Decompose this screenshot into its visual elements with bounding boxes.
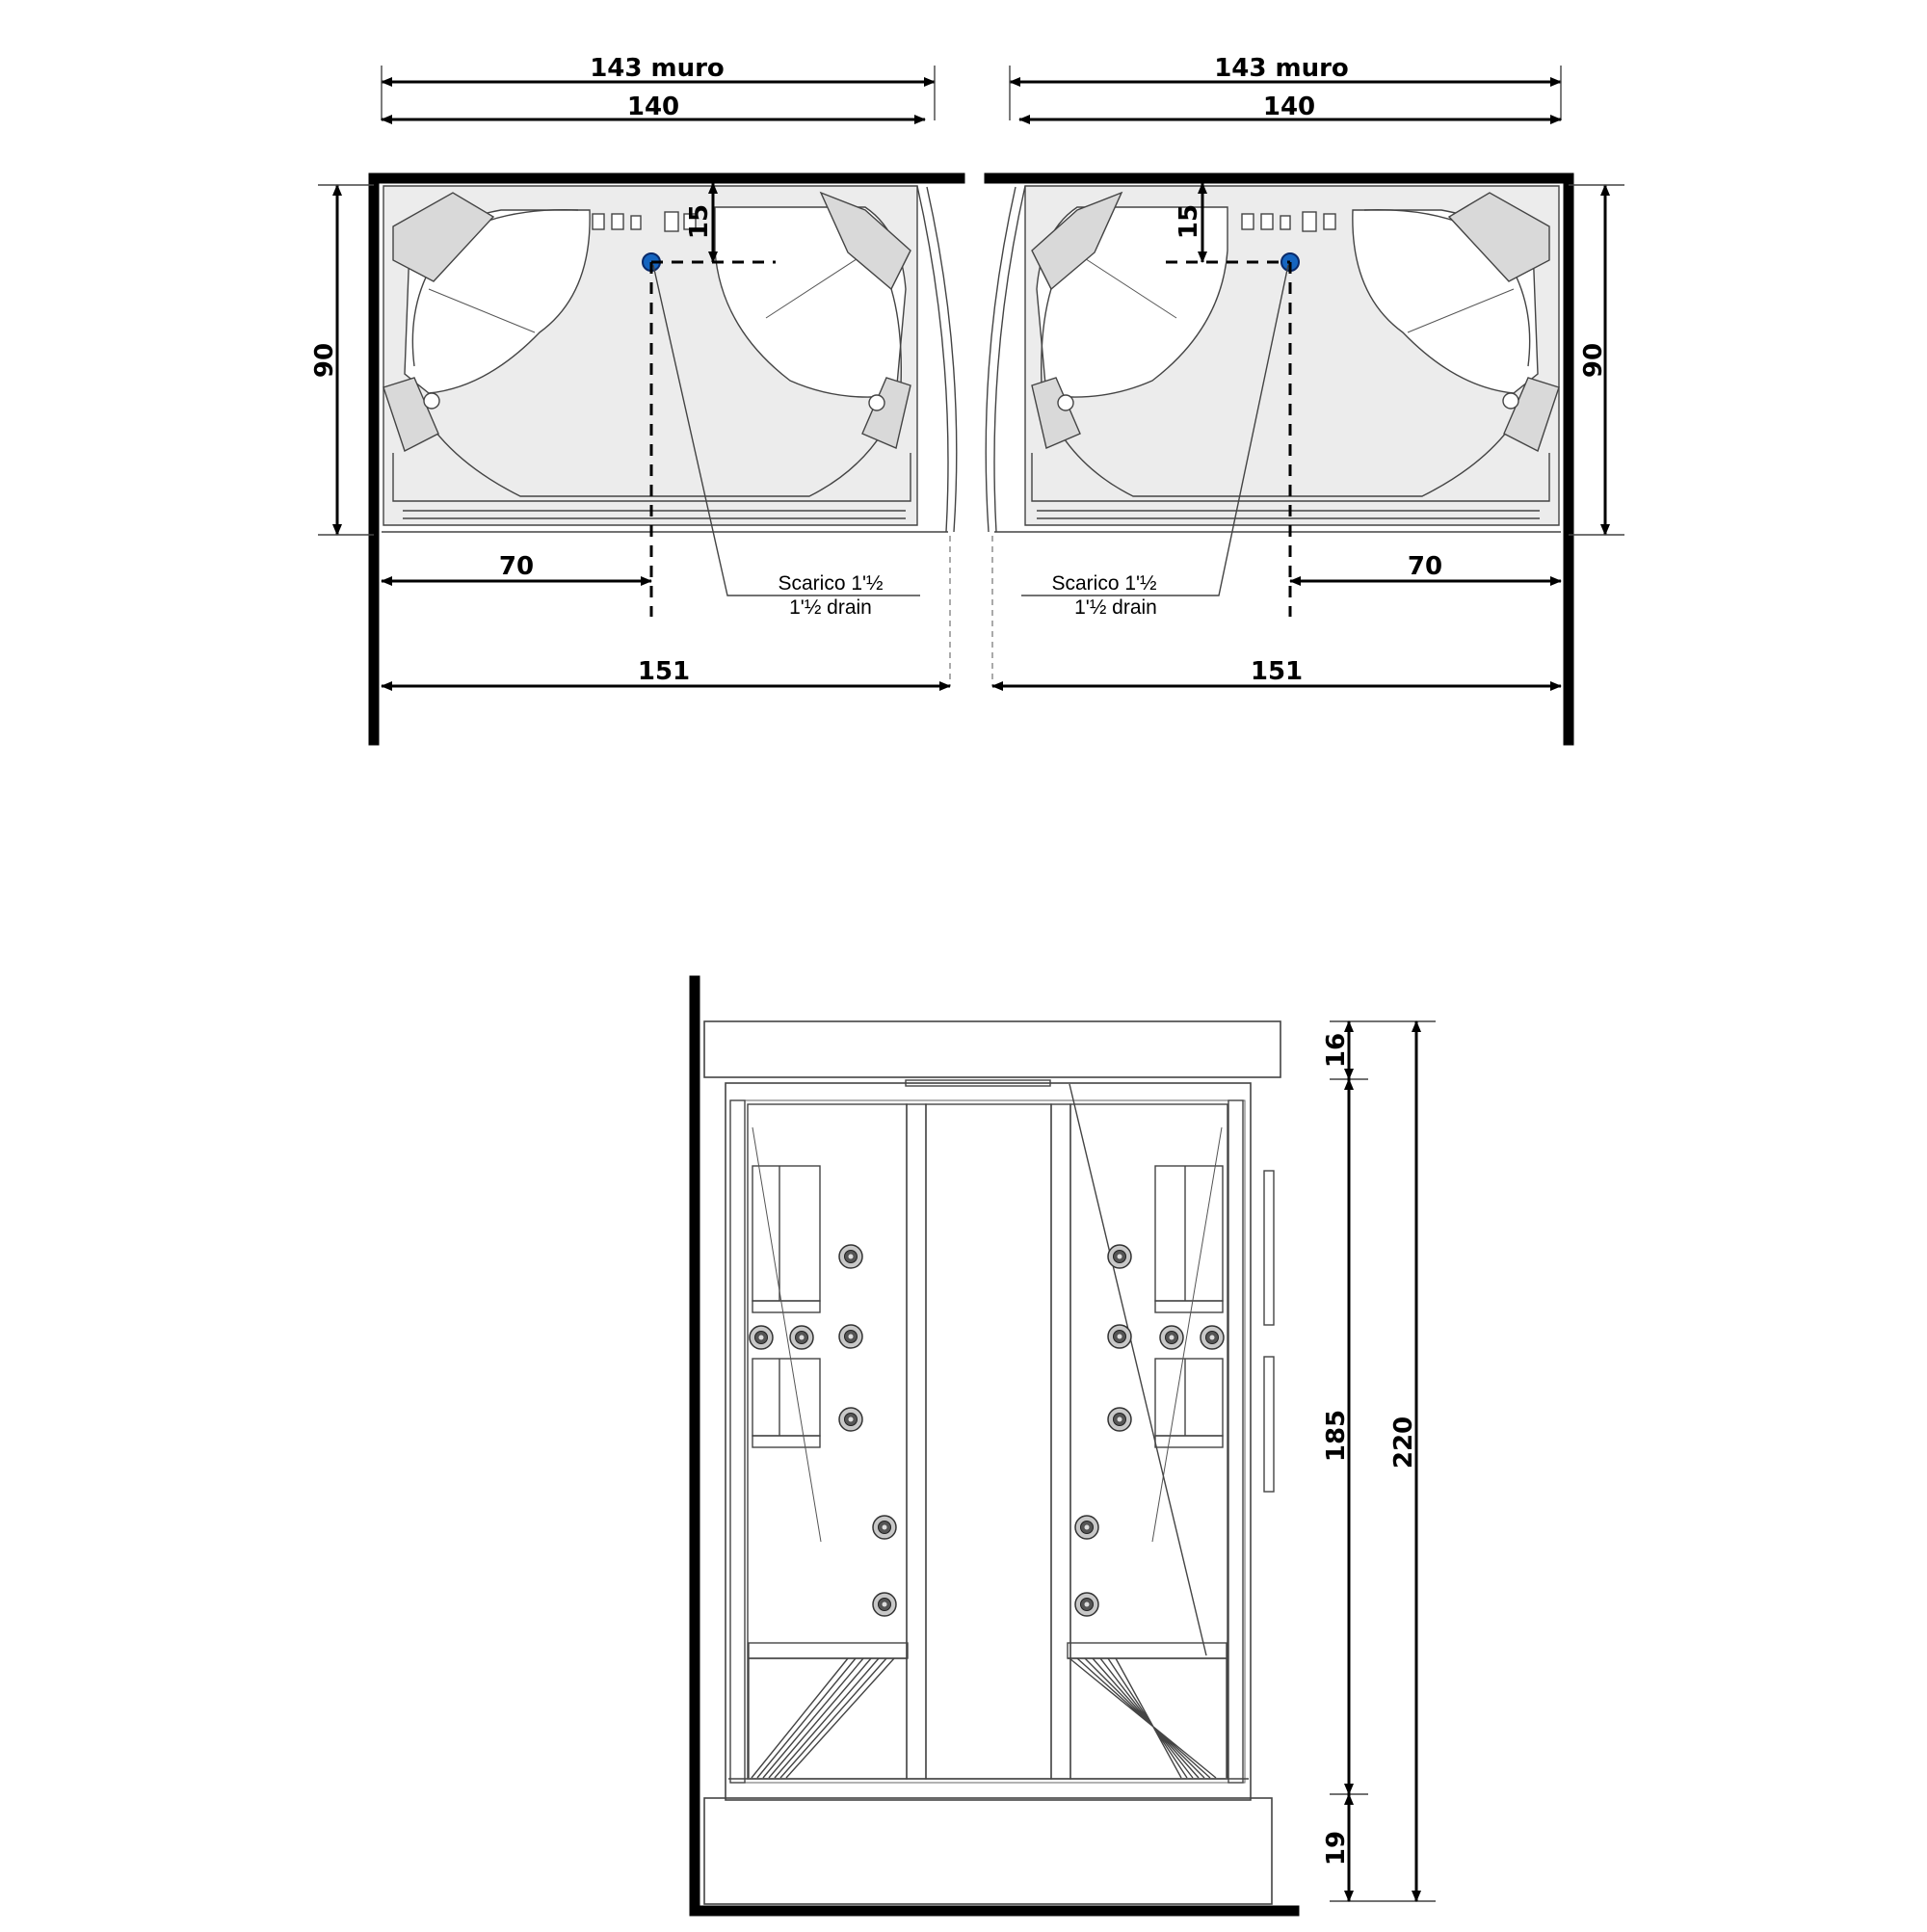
jet [1075, 1516, 1098, 1539]
front-door-curve-left-inner [927, 187, 957, 532]
jet [1201, 1326, 1224, 1349]
dim-label-wall-left: 143 muro [590, 54, 725, 83]
dim-label-drain-offset-left: 15 [685, 203, 714, 240]
drain-note-en-right: 1'½ drain [1074, 596, 1157, 619]
plan-view-left [310, 54, 960, 740]
dim-label-width-left: 140 [626, 93, 680, 121]
door-post-right [1051, 1104, 1070, 1779]
door-post-left [907, 1104, 926, 1779]
dim-label-drain-pos-left: 70 [498, 552, 535, 581]
dim-label-width-right: 140 [1262, 93, 1316, 121]
seat-left [749, 1643, 908, 1778]
dim-label-elev-bottom: 19 [1322, 1830, 1351, 1866]
base-tray [704, 1798, 1272, 1904]
dim-label-elev-total: 220 [1389, 1416, 1418, 1469]
jet [1075, 1593, 1098, 1616]
side-handle-2 [1264, 1357, 1274, 1492]
knob-left-b [869, 395, 884, 410]
drain-note-en-left: 1'½ drain [789, 596, 872, 619]
jet [1108, 1245, 1131, 1268]
outer-frame-inner [730, 1100, 1245, 1783]
drain-note-it-left: Scarico 1'½ [778, 572, 884, 595]
dim-label-wall-right: 143 muro [1214, 54, 1349, 83]
dim-label-elev-top: 16 [1322, 1032, 1351, 1069]
wall-elevation [695, 981, 1294, 1911]
dim-label-depth-right: 90 [1579, 342, 1608, 379]
front-door-curve-right [994, 186, 1025, 532]
dim-label-drain-offset-right: 15 [1175, 203, 1203, 240]
center-door [926, 1104, 1051, 1779]
knob-right-a [1503, 393, 1518, 409]
side-strip-left [730, 1100, 745, 1783]
jet [839, 1245, 862, 1268]
panel-left [748, 1104, 907, 1779]
dim-label-total-left: 151 [637, 657, 691, 686]
jet [873, 1593, 896, 1616]
front-elevation [695, 981, 1436, 1911]
plan-view-right [986, 54, 1624, 740]
side-handle-1 [1264, 1171, 1274, 1325]
dim-label-drain-pos-right: 70 [1407, 552, 1443, 581]
dim-label-total-right: 151 [1250, 657, 1304, 686]
jet [839, 1325, 862, 1348]
roof-slab [704, 1021, 1280, 1077]
side-strip-right [1228, 1100, 1243, 1783]
jet [1108, 1408, 1131, 1431]
knob-left-a [424, 393, 439, 409]
drain-note-it-right: Scarico 1'½ [1051, 572, 1157, 595]
front-door-curve-left [917, 186, 948, 532]
dim-label-depth-left: 90 [310, 342, 339, 379]
jet [1108, 1325, 1131, 1348]
jet [873, 1516, 896, 1539]
jet [750, 1326, 773, 1349]
front-door-curve-right-inner [986, 187, 1016, 532]
jet [1160, 1326, 1183, 1349]
seat-right [1068, 1643, 1227, 1778]
jet [839, 1408, 862, 1431]
knob-right-b [1058, 395, 1073, 410]
jet [790, 1326, 813, 1349]
dim-label-elev-middle: 185 [1322, 1409, 1351, 1463]
